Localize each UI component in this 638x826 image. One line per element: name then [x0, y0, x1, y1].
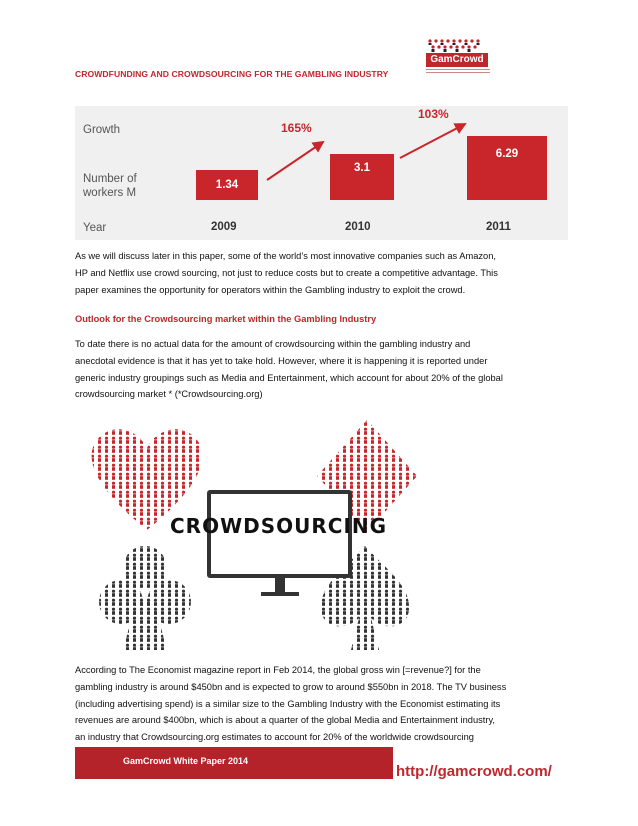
paragraph-line: anecdotal evidence is that it has yet to take hold. However, where it is happening it is reported under: [75, 355, 488, 366]
crowd-workers-growth-figure: [75, 106, 568, 240]
footer-banner-text: GamCrowd White Paper 2014: [123, 756, 249, 766]
crowd-people-icon: [426, 38, 486, 53]
paragraph-line: crowdsourcing market * (*Crowdsourcing.org): [75, 389, 263, 400]
growth-arrow-2010: [267, 142, 323, 180]
row-label-workers: Number of workers M: [83, 173, 137, 199]
paragraph-line: generic industry groupings such as Media and Entertainment, which account for about 20% of the global: [75, 372, 503, 383]
outlook-paragraph: [75, 336, 575, 403]
paragraph-line: an industry that Crowdsourcing.org estimates to account for 20% of the worldwide crowdsourcing: [75, 732, 474, 743]
monitor-stand: [275, 578, 285, 592]
paragraph-line: HP and Netflix use crowd sourcing, not just to reduce costs but to create a competitive advantage. This: [75, 267, 498, 278]
growth-value-2011: 103%: [418, 107, 449, 121]
footer-website-link[interactable]: http://gamcrowd.com/: [396, 763, 552, 780]
paragraph-line: revenues are around $400bn, which is about a quarter of the global Media and Entertainment industry,: [75, 715, 496, 726]
footer-banner: [75, 747, 393, 779]
club-suit-icon: [99, 546, 191, 650]
economist-paragraph: [75, 662, 575, 746]
year-2010: 2010: [345, 221, 371, 233]
paragraph-line: gambling industry is around $450bn and is expected to grow to around $550bn in 2018. The TV business: [75, 681, 507, 692]
paragraph-line: As we will discuss later in this paper, some of the world’s most innovative companies such as Amazon,: [75, 251, 496, 261]
crowdsourcing-illustration: [75, 418, 437, 658]
row-label-growth: Growth: [83, 124, 121, 136]
growth-arrows: [75, 106, 568, 240]
paragraph-line: (including advertising spend) is a similar size to the Gambling Industry with the Economist estimating its: [75, 698, 501, 709]
logo-wordmark: GamCrowd: [426, 53, 488, 67]
logo-tagline-lines: [426, 69, 490, 75]
monitor-base: [261, 592, 299, 596]
workers-value-2010: 3.1: [354, 162, 370, 174]
row-label-year: Year: [83, 222, 107, 234]
growth-arrow-2011: [400, 124, 465, 158]
section-heading: Outlook for the Crowdsourcing market within the Gambling Industry: [75, 314, 377, 324]
year-2009: 2009: [211, 221, 237, 233]
paragraph-line: paper examines the opportunity for operators within the Gambling industry to exploit the crowd.: [75, 284, 466, 295]
intro-paragraph: [75, 248, 575, 298]
growth-value-2010: 165%: [281, 121, 312, 135]
year-2011: 2011: [486, 221, 511, 233]
paragraph-line: According to The Economist magazine report in Feb 2014, the global gross win [=revenue?] for the: [75, 665, 481, 675]
paragraph-line: To date there is no actual data for the amount of crowdsourcing within the gambling industry and: [75, 339, 471, 349]
document-header-title: CROWDFUNDING AND CROWDSOURCING FOR THE GAMBLING INDUSTRY: [75, 69, 389, 79]
monitor-crowdsourcing-text: CROWDSOURCING: [170, 514, 388, 538]
gamcrowd-logo: [424, 36, 526, 78]
workers-value-2009: 1.34: [215, 179, 239, 191]
workers-value-2011: 6.29: [495, 148, 519, 160]
